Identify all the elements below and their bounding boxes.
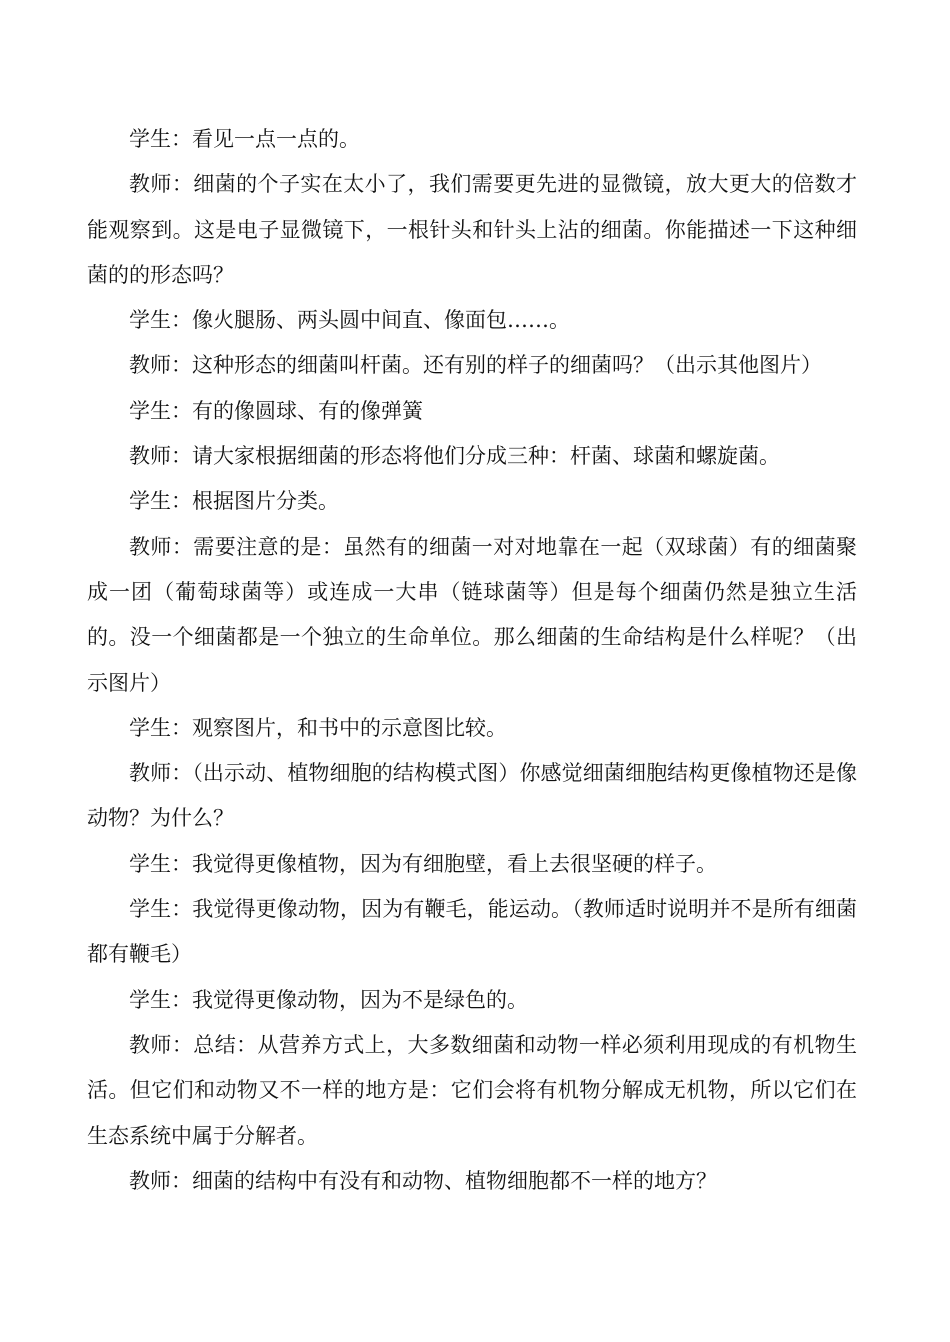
- paragraph-1: 学生：看见一点一点的。: [129, 127, 360, 151]
- paragraph-7: 学生：根据图片分类。: [129, 489, 339, 514]
- paragraph-9: 学生：观察图片，和书中的示意图比较。: [129, 715, 507, 740]
- paragraph-12: 学生：我觉得更像动物，因为有鞭毛，能运动。（教师适时说明并不是所有细菌都有鞭毛）: [87, 897, 857, 967]
- paragraph-10: 教师：（出示动、植物细胞的结构模式图）你感觉细菌细胞结构更像植物还是像动物？为什么？: [87, 761, 857, 831]
- paragraph-2: 教师：细菌的个子实在太小了，我们需要更先进的显微镜，放大更大的倍数才能观察到。这是电子显微镜下，一根针头和针头上沾的细菌。你能描述一下这种细菌的的形态吗？: [87, 172, 857, 287]
- document-body: [87, 117, 857, 1204]
- paragraph-14: 教师：总结：从营养方式上，大多数细菌和动物一样必须利用现成的有机物生活。但它们和动物又不一样的地方是：它们会将有机物分解成无机物，所以它们在生态系统中属于分解者。: [87, 1032, 857, 1148]
- paragraph-11: 学生：我觉得更像植物，因为有细胞壁，看上去很坚硬的样子。: [129, 851, 717, 876]
- paragraph-13: 学生：我觉得更像动物，因为不是绿色的。: [129, 987, 528, 1012]
- paragraph-6: 教师：请大家根据细菌的形态将他们分成三种：杆菌、球菌和螺旋菌。: [129, 444, 780, 469]
- paragraph-3: 学生：像火腿肠、两头圆中间直、像面包……。: [129, 308, 570, 333]
- paragraph-5: 学生：有的像圆球、有的像弹簧: [129, 398, 423, 423]
- paragraph-4: 教师：这种形态的细菌叫杆菌。还有别的样子的细菌吗？（出示其他图片）: [129, 353, 822, 378]
- paragraph-8: 教师：需要注意的是：虽然有的细菌一对对地靠在一起（双球菌）有的细菌聚成一团（葡萄球菌等）或连成一大串（链球菌等）但是每个细菌仍然是独立生活的。没一个细菌都是一个独立的生命单位。那么细菌的生命结构是什么样呢？（出示图片）: [87, 534, 857, 695]
- paragraph-15: 教师：细菌的结构中有没有和动物、植物细胞都不一样的地方？: [129, 1168, 717, 1193]
